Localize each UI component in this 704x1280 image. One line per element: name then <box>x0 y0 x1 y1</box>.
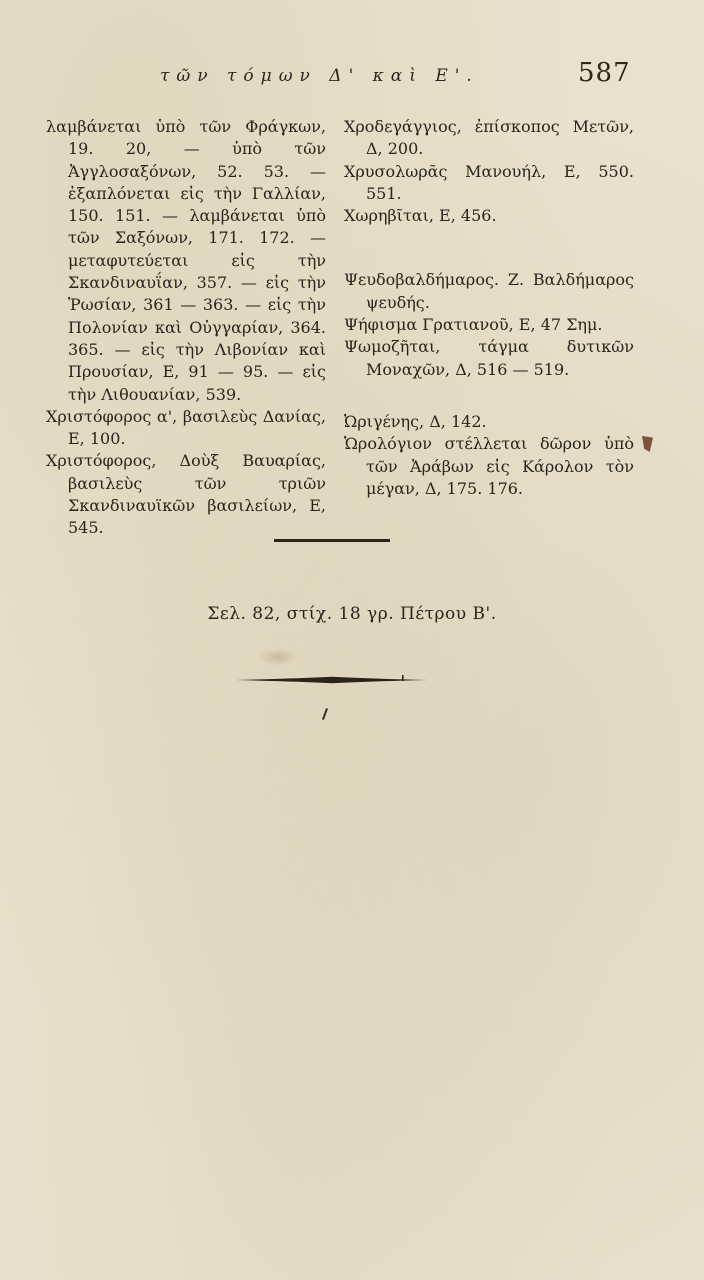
errata-line: Σελ. 82, στίχ. 18 γρ. Πέτρου Β'. <box>207 604 497 624</box>
paper-stain <box>258 648 298 666</box>
index-entry: Ψωμοζῆται, τάγμα δυτικῶν Μοναχῶν, Δ, 516 — 519. <box>344 337 634 379</box>
ink-mark <box>322 708 328 720</box>
index-entry: Χωρηβῖται, Ε, 456. <box>344 206 497 226</box>
index-entry: Χροδεγάγγιος, ἐπίσκοπος Μετῶν, Δ, 200. <box>344 117 634 159</box>
index-entry: Χριστόφορος, Δοὺξ Βαυαρίας, βασιλεὺς τῶν τριῶν Σκανδιναυϊκῶν βασιλείων, Ε, 545. <box>46 451 326 538</box>
running-head: τῶν τόμων Δ' καὶ Ε'. <box>160 66 479 86</box>
index-entry: Χρυσολωρᾶς Μανουήλ, Ε, 550. 551. <box>344 161 634 203</box>
tapered-rule-ornament <box>236 670 428 690</box>
index-entry: Χριστόφορος α', βασιλεὺς Δανίας, Ε, 100. <box>46 406 326 449</box>
section-gap <box>344 227 634 269</box>
section-rule <box>274 539 390 542</box>
index-entry: Ψευδοβαλδήμαρος. Ζ. Βαλδήμαρος ψευδής. <box>344 270 634 312</box>
index-column-right <box>344 116 634 500</box>
index-entry: Ψήφισμα Γρατιανοῦ, Ε, 47 Σημ. <box>344 315 603 335</box>
section-gap <box>344 381 634 411</box>
index-entry: λαμβάνεται ὑπὸ τῶν Φράγκων, 19. 20, — ὑπὸ τῶν Ἀγγλοσαξόνων, 52. 53. — ἐξαπλόνεται εἰς τὴν Γαλλίαν, 150. 151. — λαμβάνεται ὑπὸ τῶν Σαξόνων, 171. 172. — μεταφυτεύεται εἰς τὴν Σκανδιναυΐαν, 357. — εἰς τὴν Ῥωσίαν, 361 — 363. — εἰς τὴν Πολονίαν καὶ Οὐγγαρίαν, 364. 365. — εἰς τὴν Λιβονίαν καὶ Προυσίαν, Ε, 91 — 95. — εἰς τὴν Λιθουανίαν, 539. <box>46 117 326 404</box>
page-number: 587 <box>578 58 631 88</box>
index-column-left <box>46 116 326 540</box>
index-entry: Ὠριγένης, Δ, 142. <box>344 411 487 431</box>
ink-stain <box>642 436 653 452</box>
index-entry: Ὡρολόγιον στέλλεται δῶρον ὑπὸ τῶν Ἀράβων εἰς Κάρολον τὸν μέγαν, Δ, 175. 176. <box>344 434 634 498</box>
